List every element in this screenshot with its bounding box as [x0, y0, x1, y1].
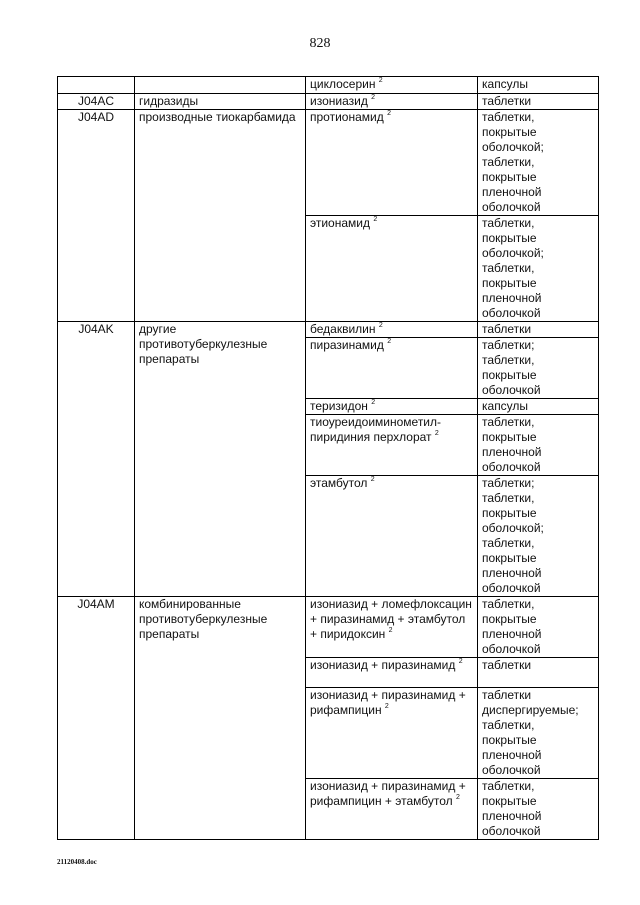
drug-name: изониазид + ломефлоксацин + пиразинамид + этамбутол + пиридоксин	[310, 597, 472, 641]
drug-name-cell	[306, 94, 478, 110]
drug-table	[57, 76, 599, 840]
table-row	[58, 110, 599, 216]
footnote-mark: 2	[387, 338, 392, 345]
footnote-mark: 2	[371, 399, 376, 406]
footnote-mark: 2	[370, 476, 375, 483]
group-name-cell: комбинированные противотуберкулезные препараты	[135, 597, 306, 840]
drug-name-cell	[306, 688, 478, 779]
footnote-mark: 2	[384, 703, 389, 710]
drug-name-cell	[306, 322, 478, 338]
dosage-form-cell: таблетки, покрытые оболочкой; таблетки, покрытые пленочной оболочкой	[478, 110, 599, 216]
dosage-form-cell: таблетки, покрытые пленочной оболочкой	[478, 597, 599, 658]
atc-code-cell: J04AC	[58, 94, 135, 110]
drug-name: пиразинамид	[310, 338, 384, 352]
dosage-form-cell: капсулы	[478, 77, 599, 94]
page-number: 828	[309, 36, 331, 51]
dosage-form-cell: таблетки; таблетки, покрытые оболочкой	[478, 338, 599, 399]
group-name-cell	[135, 77, 306, 94]
drug-name: теризидон	[310, 399, 368, 413]
drug-name: протионамид	[310, 110, 384, 124]
table-row	[58, 77, 599, 94]
footnote-mark: 2	[371, 94, 376, 101]
drug-name-cell	[306, 110, 478, 216]
drug-name-cell	[306, 597, 478, 658]
drug-name: циклосерин	[310, 77, 376, 91]
drug-name: изониазид + пиразинамид + рифампицин	[310, 688, 466, 717]
drug-name-cell	[306, 779, 478, 840]
group-name-cell: производные тиокарбамида	[135, 110, 306, 322]
atc-code-cell: J04AD	[58, 110, 135, 322]
dosage-form-cell: таблетки	[478, 322, 599, 338]
footnote-mark: 2	[373, 216, 378, 223]
footnote-mark: 2	[456, 794, 460, 801]
drug-name: этамбутол	[310, 476, 368, 490]
footnote-mark: 2	[378, 77, 383, 84]
table-row	[58, 94, 599, 110]
drug-name: изониазид + пиразинамид	[310, 658, 456, 672]
atc-code-cell: J04AK	[58, 322, 135, 597]
footnote-mark: 2	[434, 430, 439, 437]
footnote-mark: 2	[387, 110, 391, 117]
drug-name-cell	[306, 658, 478, 688]
dosage-form-cell: таблетки, покрытые оболочкой; таблетки, покрытые пленочной оболочкой	[478, 216, 599, 322]
dosage-form-cell: таблетки	[478, 658, 599, 688]
dosage-form-cell: таблетки	[478, 94, 599, 110]
footnote-mark: 2	[378, 322, 383, 329]
drug-name-cell	[306, 399, 478, 415]
group-name-cell: гидразиды	[135, 94, 306, 110]
drug-name-cell	[306, 216, 478, 322]
document-filename: 21120408.doc	[57, 858, 97, 866]
drug-name: бедаквилин	[310, 322, 376, 336]
table-row	[58, 322, 599, 338]
table-row	[58, 597, 599, 658]
dosage-form-cell: капсулы	[478, 399, 599, 415]
drug-name-cell	[306, 77, 478, 94]
atc-code-cell: J04AM	[58, 597, 135, 840]
dosage-form-cell: таблетки; таблетки, покрытые оболочкой; таблетки, покрытые пленочной оболочкой	[478, 476, 599, 597]
drug-name-cell	[306, 415, 478, 476]
drug-name: изониазид	[310, 94, 368, 108]
dosage-form-cell: таблетки диспергируемые; таблетки, покрытые пленочной оболочкой	[478, 688, 599, 779]
footnote-mark: 2	[458, 658, 463, 665]
drug-name: тиоуреидоиминометил-пиридиния перхлорат	[310, 415, 442, 444]
drug-name-cell	[306, 338, 478, 399]
dosage-form-cell: таблетки, покрытые пленочной оболочкой	[478, 779, 599, 840]
drug-name: изониазид + пиразинамид + рифампицин + этамбутол	[310, 779, 466, 808]
group-name-cell: другие противотуберкулезные препараты	[135, 322, 306, 597]
atc-code-cell	[58, 77, 135, 94]
drug-name: этионамид	[310, 216, 370, 230]
dosage-form-cell: таблетки, покрытые пленочной оболочкой	[478, 415, 599, 476]
footnote-mark: 2	[388, 627, 393, 634]
drug-name-cell	[306, 476, 478, 597]
